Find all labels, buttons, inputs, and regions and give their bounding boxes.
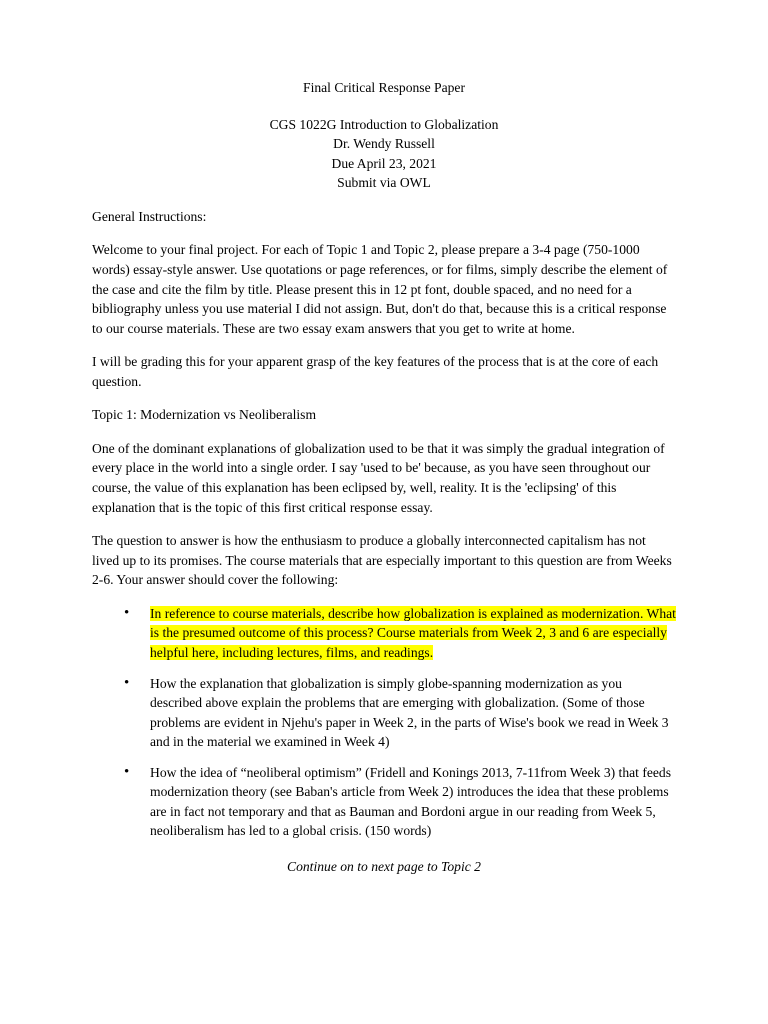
closing-note: Continue on to next page to Topic 2 (287, 859, 481, 874)
paragraph-question: The question to answer is how the enthusiasm to produce a globally interconnected capitalism has not lived up to its promises. The course materials that are especially important to this question are from Weeks 2-6. Your answer should cover the following: (92, 533, 672, 588)
requirements-list (92, 604, 676, 841)
bullet-icon: • (124, 674, 130, 691)
list-item (92, 604, 676, 663)
list-item-text: How the idea of “neoliberal optimism” (Fridell and Konings 2013, 7-11from Week 3) that feeds modernization theory (see Baban's article from Week 2) introduces the idea that these problems are in fact not temporary and that as Bauman and Bordoni argue in our reading from Week 5, neoliberalism has led to a global crisis. (150 words) (150, 764, 672, 839)
paragraph-welcome: Welcome to your final project. For each of Topic 1 and Topic 2, please prepare a 3-4 page (750-1000 words) essay-style answer. Use quotations or page references, or for films, simply describe the element of the case and cite the film by title. Please present this in 12 pt font, double spaced, and no need for a bibliography unless you use material I did not assign. But, don't do that, because this is a critical response to our course materials. These are two essay exam answers that you get to write at home. (92, 242, 668, 336)
course-title: CGS 1022G Introduction to Globalization (269, 116, 499, 132)
bullet-icon: • (124, 763, 130, 780)
instructor-name: Dr. Wendy Russell (333, 136, 435, 152)
document-body (92, 78, 676, 877)
list-item-text: How the explanation that globalization is simply globe-spanning modernization as you described above explain the problems that are emerging with globalization. (Some of those problems are evident in Njehu's paper in Week 2, in the parts of Wise's book we read in Week 3 and in the material we examined in Week 4) (150, 675, 669, 750)
list-item-text: In reference to course materials, describe how globalization is explained as modernization. What is the presumed outcome of this process? Course materials from Week 2, 3 and 6 are especially helpful here, including lectures, films, and readings. (150, 605, 676, 660)
paragraph-dominant-explanation: One of the dominant explanations of globalization used to be that it was simply the gradual integration of every place in the world into a single order. I say 'used to be' because, as you have seen throughout our course, the value of this explanation has been eclipsed by, well, reality. It is the 'eclipsing' of this explanation that is the topic of this first critical response essay. (92, 440, 665, 515)
list-item (92, 763, 676, 841)
submission-method: Submit via OWL (337, 175, 431, 191)
title-block (92, 78, 676, 193)
list-item (92, 674, 676, 752)
topic1-heading: Topic 1: Modernization vs Neoliberalism (92, 407, 317, 423)
bullet-icon: • (124, 604, 130, 621)
general-instructions-heading: General Instructions: (92, 208, 207, 224)
document-title: Final Critical Response Paper (303, 80, 465, 95)
paragraph-grading: I will be grading this for your apparent grasp of the key features of the process that is at the core of each question. (92, 354, 659, 389)
due-date: Due April 23, 2021 (331, 155, 437, 171)
